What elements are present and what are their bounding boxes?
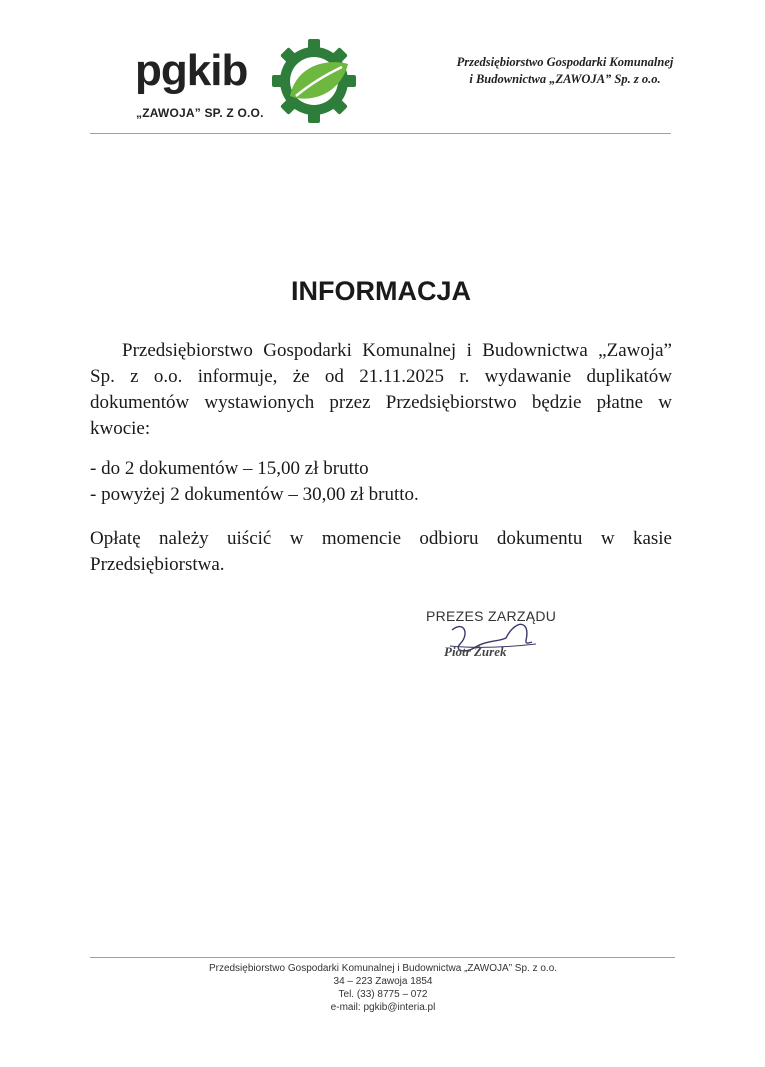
info-paragraph: Przedsiębiorstwo Gospodarki Komunalnej i Budownictwa „Zawoja” Sp. z o.o. informuje, że od 21.11.2025 r. wydawanie duplikatów dokumentów wystawionych przez Przedsiębiorstwo będzie płatne w kwocie: [90, 340, 672, 439]
footer-email: e-mail: pgkib@interia.pl [330, 1002, 436, 1013]
fee-list [90, 456, 672, 508]
payment-paragraph: Opłatę należy uiścić w momencie odbioru dokumentu w kasie Przedsiębiorstwa. [90, 528, 672, 575]
logo-subtitle: „ZAWOJA” SP. Z O.O. [136, 106, 264, 120]
footer [0, 962, 766, 1014]
fee-item: - do 2 dokumentów – 15,00 zł brutto [90, 458, 369, 479]
signature-title: PREZES ZARZĄDU [426, 608, 557, 624]
fee-item: - powyżej 2 dokumentów – 30,00 zł brutto. [90, 484, 419, 505]
company-header-line2: i Budownictwa „ZAWOJA” Sp. z o.o. [469, 72, 661, 86]
footer-address: 34 – 223 Zawoja 1854 [333, 976, 433, 987]
footer-divider [90, 957, 675, 958]
gear-leaf-icon [268, 36, 360, 126]
logo-brand-text: pgkib [135, 46, 248, 95]
header-divider [90, 133, 671, 134]
signature-name: Piotr Żurek [444, 644, 507, 659]
company-header-line1: Przedsiębiorstwo Gospodarki Komunalnej [456, 55, 674, 69]
document-title: INFORMACJA [291, 276, 471, 306]
footer-phone: Tel. (33) 8775 – 072 [338, 989, 428, 1000]
footer-company: Przedsiębiorstwo Gospodarki Komunalnej i Budownictwa „ZAWOJA” Sp. z o.o. [208, 963, 558, 974]
company-header [420, 54, 710, 88]
company-logo [132, 36, 372, 126]
